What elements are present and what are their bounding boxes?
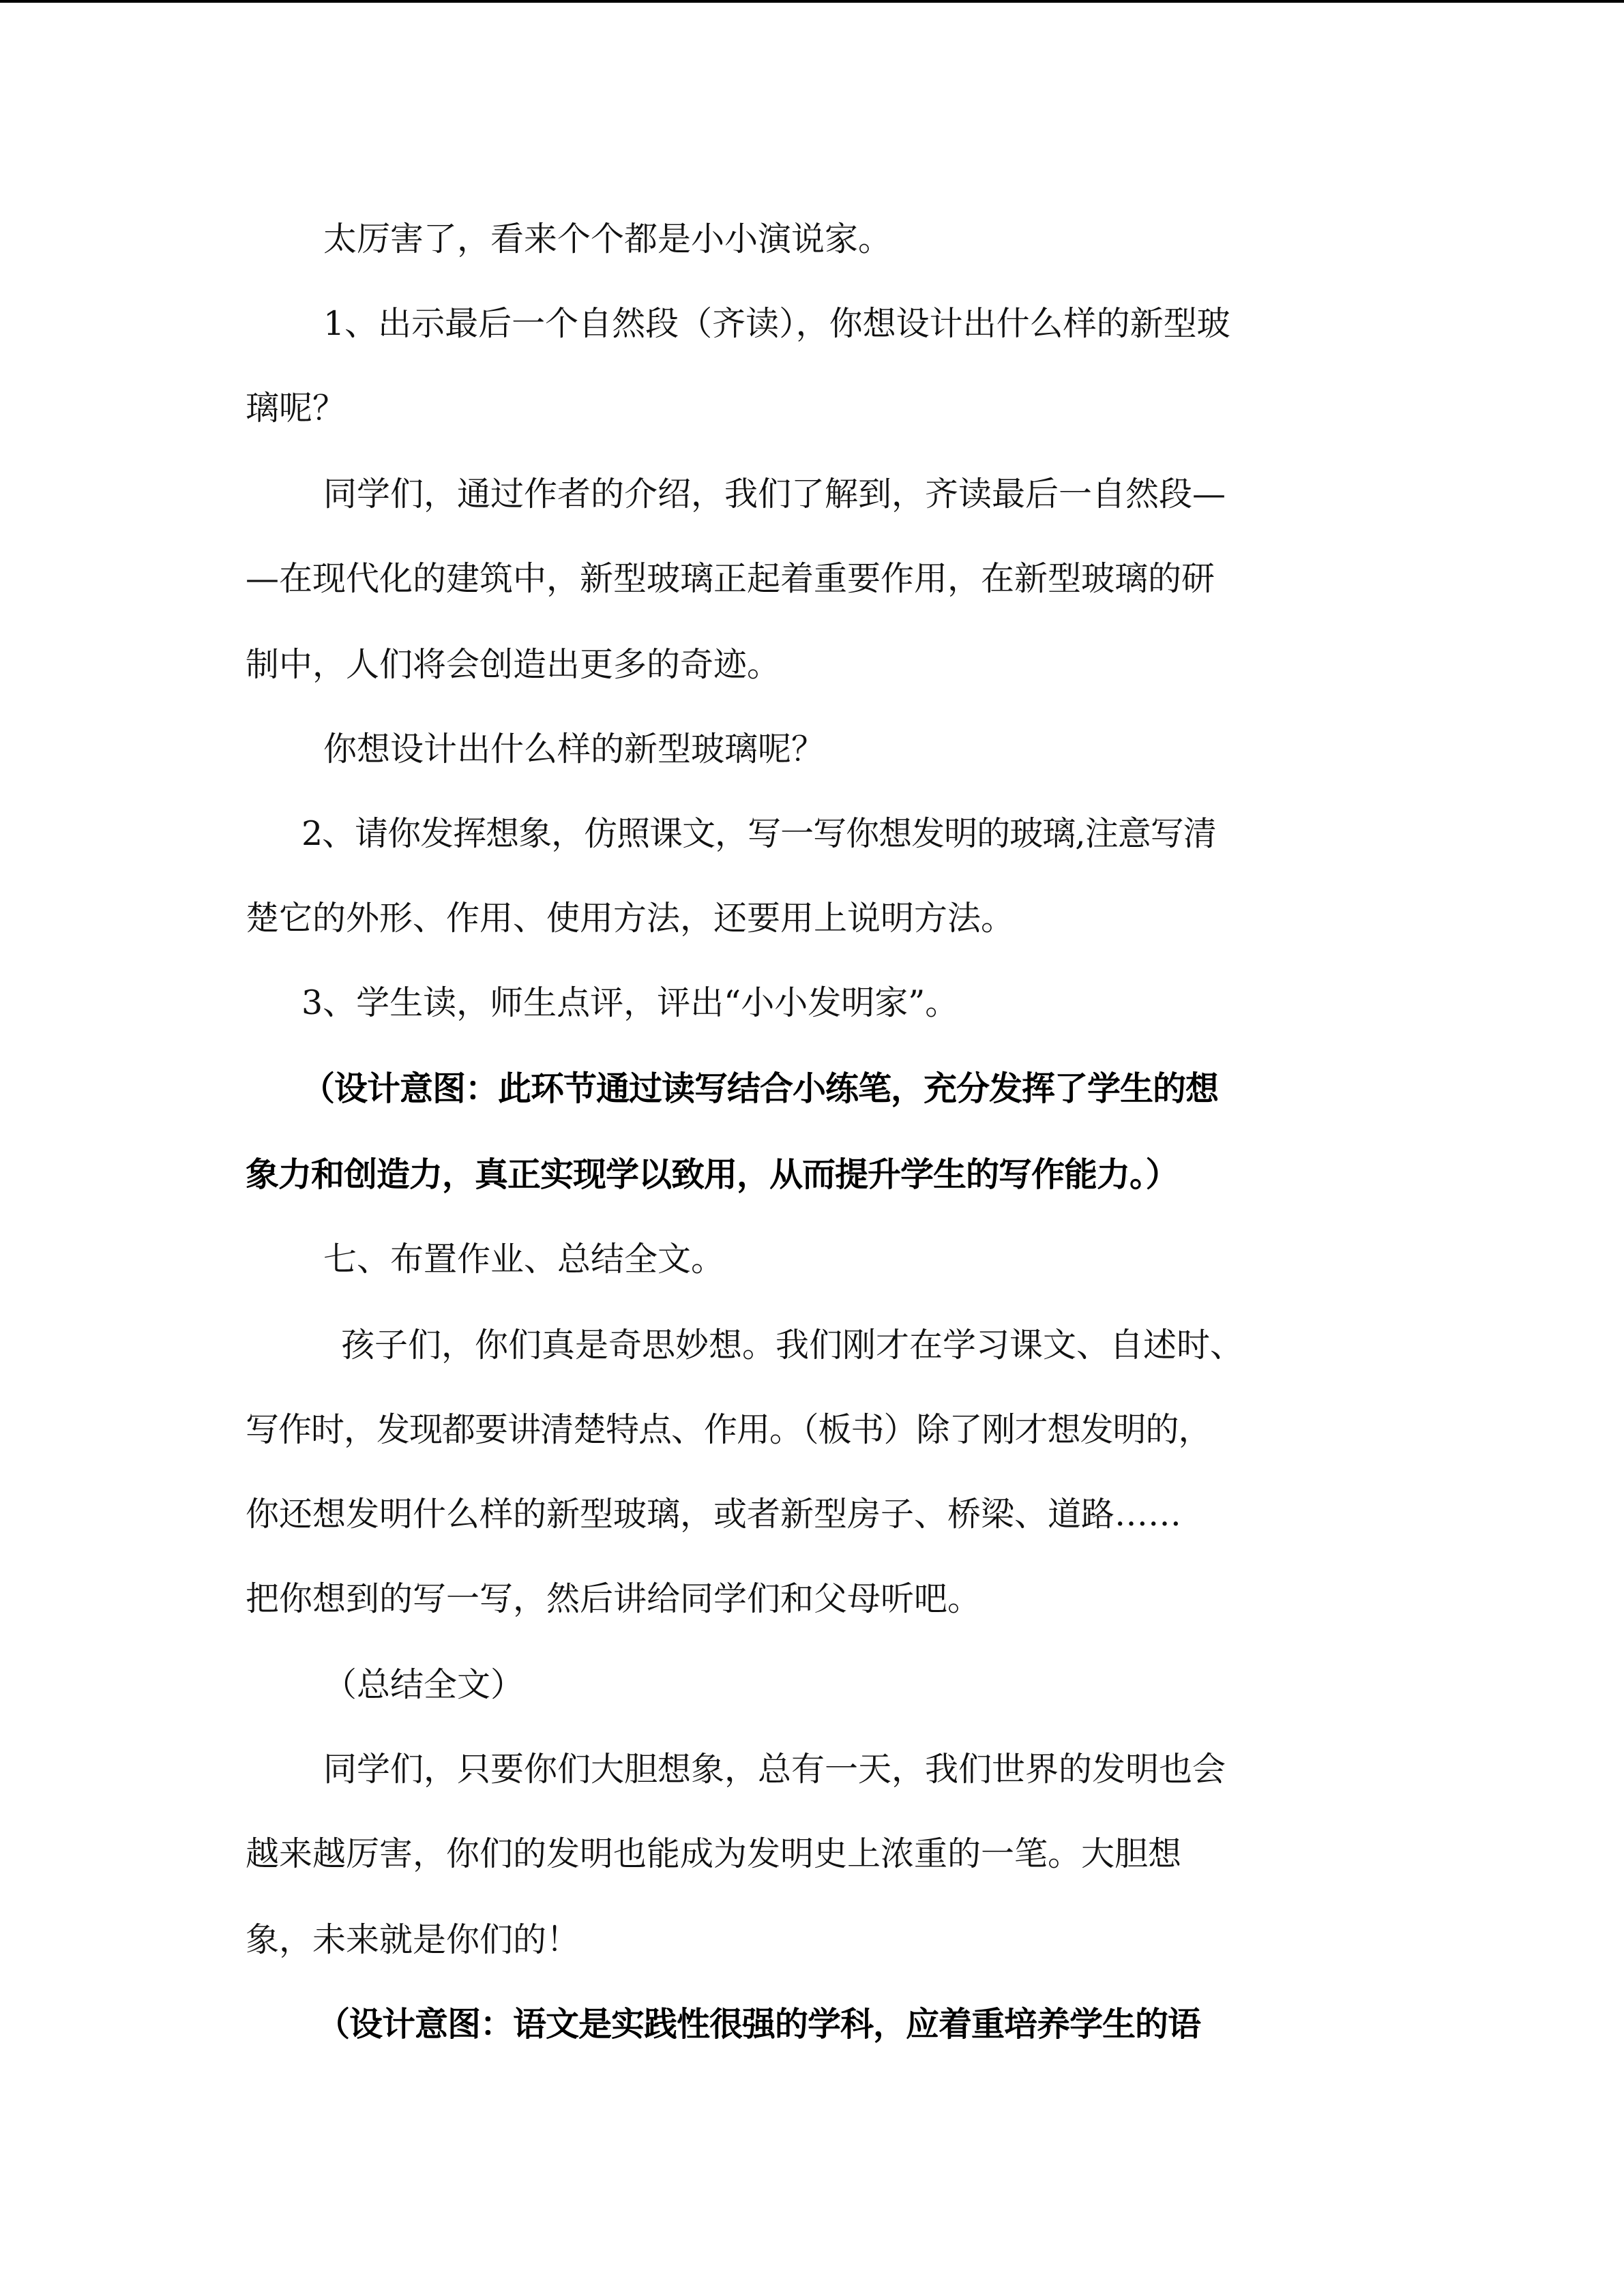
design-intent-line-3: （设计意图：语文是实践性很强的学科，应着重培养学生的语 — [316, 2004, 1201, 2044]
text-line-6: 制中，人们将会创造出更多的奇迹。 — [246, 645, 781, 684]
text-line-5: —在现代化的建筑中，新型玻璃正起着重要作用，在新型玻璃的研 — [246, 559, 1215, 598]
text-line-7: 你想设计出什么样的新型玻璃呢？ — [323, 730, 825, 769]
text-line-1: 太厉害了，看来个个都是小小演说家。 — [323, 220, 892, 258]
text-line-18: （总结全文） — [323, 1665, 525, 1704]
text-line-16: 你还想发明什么样的新型玻璃，或者新型房子、桥梁、道路…… — [246, 1495, 1182, 1534]
text-line-20: 越来越厉害，你们的发明也能成为发明史上浓重的一笔。大胆想 — [246, 1834, 1182, 1873]
text-line-15: 写作时，发现都要讲清楚特点、作用。（板书）除了刚才想发明的， — [246, 1410, 1211, 1449]
text-line-9: 楚它的外形、作用、使用方法，还要用上说明方法。 — [246, 899, 1015, 938]
page-top-border — [0, 0, 1624, 3]
text-line-19: 同学们，只要你们大胆想象，总有一天，我们世界的发明也会 — [323, 1750, 1226, 1789]
text-line-10: 3、学生读，师生点评，评出“小小发明家”。 — [301, 983, 959, 1022]
text-line-3: 璃呢？ — [246, 389, 346, 428]
text-line-14: 孩子们，你们真是奇思妙想。我们刚才在学习课文、自述时、 — [341, 1326, 1244, 1365]
text-line-21: 象，未来就是你们的！ — [246, 1920, 580, 1959]
design-intent-line-2: 象力和创造力，真正实现学以致用，从而提升学生的写作能力。） — [246, 1154, 1179, 1194]
text-line-4: 同学们，通过作者的介绍，我们了解到，齐读最后一自然段— — [323, 475, 1226, 513]
text-line-17: 把你想到的写一写，然后讲给同学们和父母听吧。 — [246, 1579, 981, 1618]
text-line-8: 2、请你发挥想象，仿照课文，写一写你想发明的玻璃,注意写清 — [301, 814, 1216, 853]
text-line-2: 1、出示最后一个自然段（齐读），你想设计出什么样的新型玻 — [323, 304, 1230, 343]
design-intent-line-1: （设计意图：此环节通过读写结合小练笔，充分发挥了学生的想 — [301, 1069, 1219, 1108]
section-heading-homework: 七、布置作业、总结全文。 — [323, 1240, 725, 1279]
